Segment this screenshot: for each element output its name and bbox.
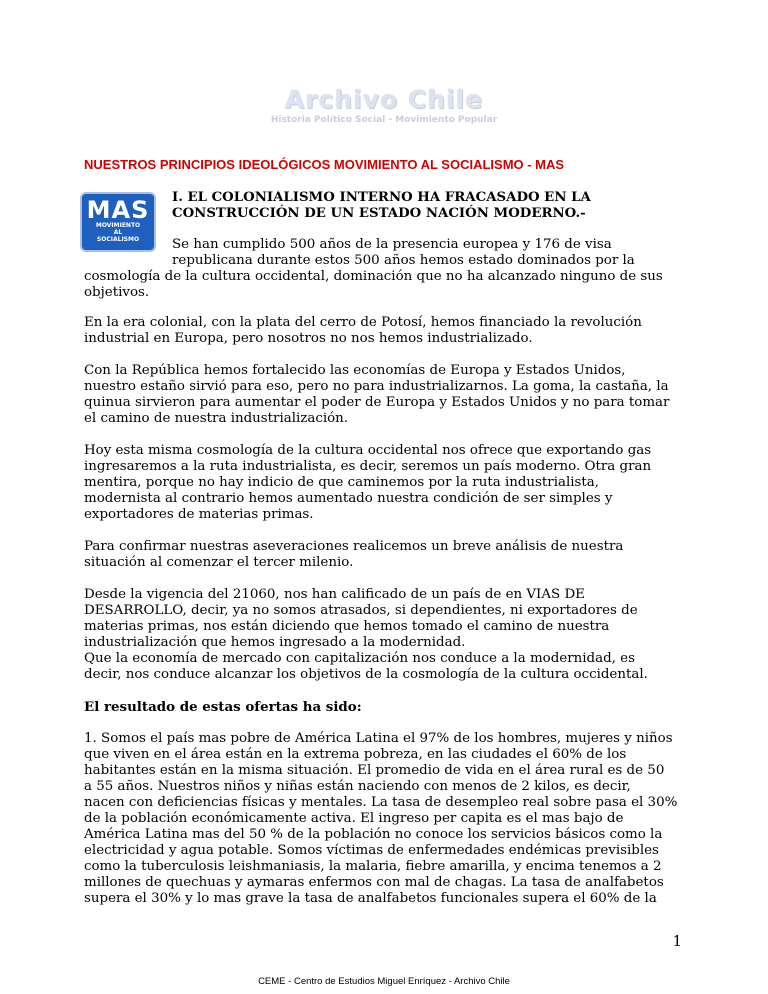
- paragraph-7: [84, 699, 684, 715]
- paragraph-line: Se han cumplido 500 años de la presencia europea y 176 de visa: [172, 237, 612, 252]
- archive-subtitle: Historia Político Social - Movimiento Popular: [270, 115, 498, 125]
- paragraph-line: que viven en el área están en la extrema pobreza, en las ciudades el 60% de los: [84, 747, 627, 762]
- paragraph-line: En la era colonial, con la plata del cerro de Potosí, hemos financiado la revolución: [84, 315, 642, 330]
- paragraph-line: ingresaremos a la ruta industrialista, es decir, seremos un país moderno. Otra gran: [84, 459, 652, 474]
- paragraph-line: el camino de nuestra industrialización.: [84, 411, 349, 426]
- archive-title: Archivo Chile: [284, 85, 484, 114]
- section-heading-line-2: CONSTRUCCIÓN DE UN ESTADO NACIÓN MODERNO.-: [172, 206, 586, 221]
- paragraph-line: republicana durante estos 500 años hemos estado dominados por la: [172, 253, 635, 268]
- paragraph-line: Desde la vigencia del 21060, nos han calificado de un país de en VIAS DE: [84, 587, 585, 602]
- paragraph-line: objetivos.: [84, 285, 150, 300]
- paragraph-line: mentira, porque no hay indicio de que caminemos por la ruta industrialista,: [84, 475, 600, 490]
- logo-line-3: SOCIALISMO: [96, 236, 140, 243]
- paragraph-line: DESARROLLO, decir, ya no somos atrasados, si dependientes, ni exportadores de: [84, 603, 638, 618]
- paragraph-line: electricidad y agua potable. Somos víctimas de enfermedades endémicas previsibles: [84, 843, 659, 858]
- paragraph-5: [84, 539, 684, 571]
- paragraph-line: como la tuberculosis leishmaniasis, la malaria, fiebre amarilla, y encima tenemos a 2: [84, 859, 662, 874]
- paragraph-line: materias primas, nos están diciendo que hemos tomado el camino de nuestra: [84, 619, 610, 634]
- paragraph-line: Con la República hemos fortalecido las economías de Europa y Estados Unidos,: [84, 363, 626, 378]
- paragraph-line: quinua sirvieron para aumentar el poder de Europa y Estados Unidos y no para tomar: [84, 395, 670, 410]
- paragraph-line: 1. Somos el país mas pobre de América Latina el 97% de los hombres, mujeres y niños: [84, 731, 673, 746]
- paragraph-line: a 55 años. Nuestros niños y niñas están naciendo con menos de 2 kilos, es decir,: [84, 779, 631, 794]
- paragraph-line: nuestro estaño sirvió para eso, pero no para industrializarnos. La goma, la castaña, la: [84, 379, 669, 394]
- paragraph-line: nacen con deficiencias físicas y mentales. La tasa de desempleo real sobre pasa el 30%: [84, 795, 678, 810]
- paragraph-2: [84, 315, 684, 347]
- paragraph-3: [84, 363, 684, 427]
- paragraph-line: supera el 30% y lo mas grave la tasa de analfabetos funcionales supera el 60% de la: [84, 891, 657, 906]
- paragraph-line: modernista al contrario hemos aumentado nuestra condición de ser simples y: [84, 491, 613, 506]
- paragraph-line: cosmología de la cultura occidental, dominación que no ha alcanzado ninguno de sus: [84, 269, 663, 284]
- paragraph-line: de la población económicamente activa. El ingreso per capita es el mas bajo de: [84, 811, 624, 826]
- paragraph-line: Que la economía de mercado con capitalización nos conduce a la modernidad, es: [84, 651, 635, 666]
- logo-line-1: MOVIMIENTO: [95, 222, 141, 229]
- results-heading: El resultado de estas ofertas ha sido:: [84, 699, 362, 715]
- document-title: NUESTROS PRINCIPIOS IDEOLÓGICOS MOVIMIENTO AL SOCIALISMO - MAS: [84, 157, 565, 172]
- paragraph-line: Hoy esta misma cosmología de la cultura occidental nos ofrece que exportando gas: [84, 443, 652, 458]
- paragraph-line: decir, nos conduce alcanzar los objetivos de la cosmología de la cultura occidental.: [84, 667, 648, 682]
- paragraph-line: situación al comenzar el tercer milenio.: [84, 555, 354, 570]
- paragraph-6: [84, 587, 684, 683]
- logo-line-2: AL: [113, 229, 123, 236]
- mas-logo: [80, 192, 156, 252]
- paragraph-line: habitantes están en la misma situación. El promedio de vida en el área rural es de 50: [84, 763, 665, 778]
- paragraph-line: millones de quechuas y aymaras enfermos con mal de chagas. La tasa de analfabetos: [84, 875, 664, 890]
- paragraph-line: América Latina mas del 50 % de la población no conoce los servicios básicos como la: [84, 827, 663, 842]
- paragraph-8: [84, 731, 684, 907]
- page-number: 1: [672, 932, 682, 950]
- paragraph-line: Para confirmar nuestras aseveraciones realicemos un breve análisis de nuestra: [84, 539, 624, 554]
- archive-header: [0, 86, 768, 125]
- paragraph-line: industrialización que hemos ingresado a la modernidad.: [84, 635, 466, 650]
- paragraph-line: industrial en Europa, pero nosotros no nos hemos industrializado.: [84, 331, 533, 346]
- section-heading: [172, 190, 632, 222]
- section-heading-line-1: I. EL COLONIALISMO INTERNO HA FRACASADO EN LA: [172, 190, 591, 205]
- logo-mas-text: MAS: [86, 196, 150, 224]
- paragraph-line: exportadores de materias primas.: [84, 507, 314, 522]
- paragraph-4: [84, 443, 684, 523]
- page-footer: CEME - Centro de Estudios Miguel Enríquez - Archivo Chile: [258, 976, 510, 987]
